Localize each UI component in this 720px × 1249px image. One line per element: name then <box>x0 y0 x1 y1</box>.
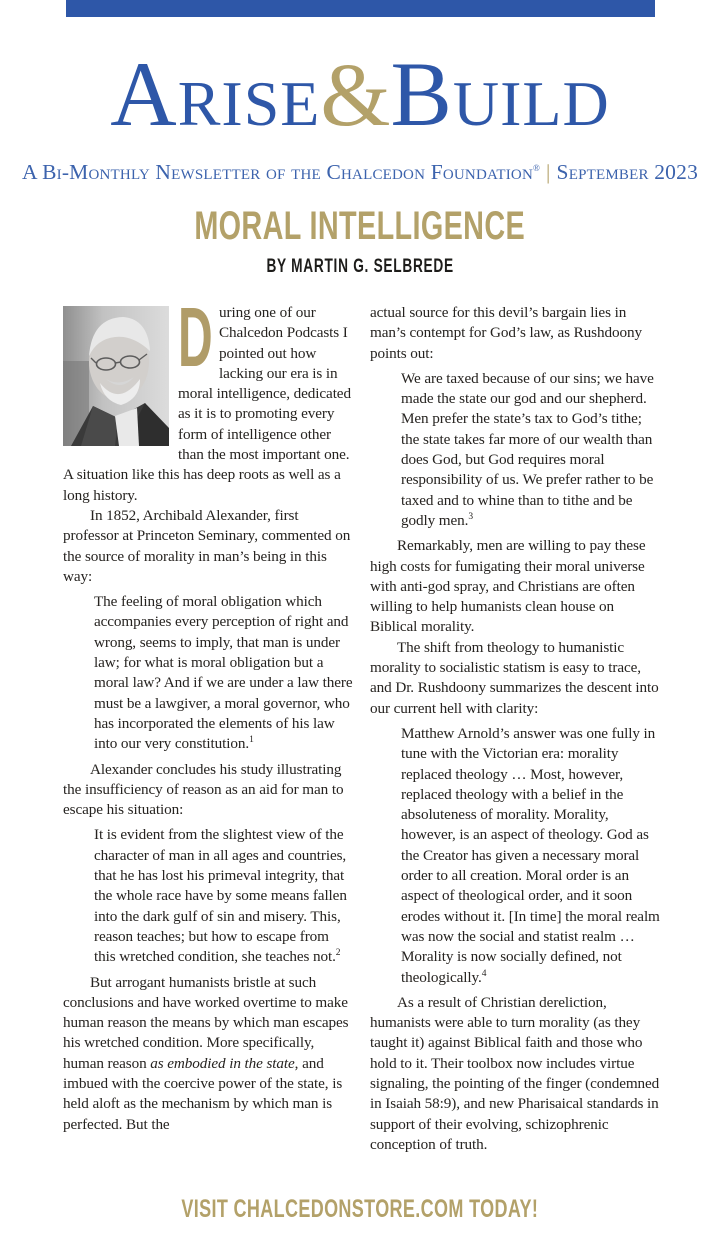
text-run: Remarkably, men are willing to pay these high costs for fumigating their moral universe with anti-god spray, and Christians are often willing to help humanists clean house on Biblical morality. <box>370 537 646 636</box>
text-run: The shift from theology to humanistic morality to socialistic statism is easy to trace, and Dr. Rushdoony summarizes the descent into our current hell with clarity: <box>370 638 659 717</box>
author-photo <box>63 306 169 446</box>
text-run: as embodied in the state <box>150 1054 295 1072</box>
footnote-ref: 3 <box>468 511 473 522</box>
masthead-title <box>0 43 720 145</box>
footnote-ref: 1 <box>249 735 254 746</box>
text-run: The feeling of moral obligation which accompanies every perception of right and wrong, seems to imply, that man is under law; for what is moral obligation but a moral law? And if we are under a law there must be a lawgiver, a moral governor, who has incorporated the elements of his law into our very constitution. <box>94 593 353 753</box>
text-run: Alexander concludes his study illustrating the insufficiency of reason as an aid for man to escape his situation: <box>63 760 344 819</box>
masthead-subtitle <box>0 160 720 186</box>
body-paragraph <box>370 638 661 719</box>
text-run: , and imbued with the coercive power of the state, is held aloft as the mechanism by which man is perfected. But the <box>63 1054 343 1133</box>
masthead-word-build: Build <box>390 43 610 145</box>
footnote-ref: 2 <box>335 948 341 959</box>
top-accent-bar <box>66 0 655 17</box>
body-paragraph <box>370 536 661 637</box>
text-run: It is evident from the slightest view of the character of man in all ages and countries, that he has lost his primeval integrity, that the whole race have by some means fallen into the dark gulf of sin and misery. This, reason teaches; but how to escape from this wretched condition, she teaches not. <box>94 826 347 966</box>
text-run: actual source for this devil’s bargain lies in man’s contempt for God’s law, as Rushdoony points out: <box>370 304 642 362</box>
masthead-ampersand: & <box>320 45 391 145</box>
text-run: Matthew Arnold’s answer was one fully in tune with the Victorian era: morality replaced theology … Most, however, replaced theology with a belief in the absoluteness of morality. Morality, however, is an aspect of theology. God as the Creator has given a necessary moral order to all creation. Moral order is an aspect of theological order, and it soon erodes without it. [In time] the moral realm was now the social and statist realm … Morality is now socially defined, not theologically. <box>401 724 660 986</box>
registered-mark: ® <box>532 162 541 173</box>
author-portrait-graphic <box>63 306 169 446</box>
text-run: But arrogant humanists bristle at such conclusions and have worked overtime to make human reason the means by which man escapes his wretched condition. More specifically, human reason <box>63 973 349 1072</box>
text-run: As a result of Christian dereliction, humanists were able to turn morality (as they taught it) against Biblical faith and those who hold to it. Their toolbox now includes virtue signaling, the pointing of the finger (condemned in Isaiah 58:9), and new Pharisaical standards in support of their evolving, schizophrenic conception of truth. <box>370 993 660 1153</box>
byline-row <box>0 257 720 277</box>
body-paragraph <box>63 973 354 1135</box>
store-link[interactable]: VISIT CHALCEDONSTORE.COM TODAY! <box>181 1195 539 1223</box>
article-body <box>63 290 661 1155</box>
block-quote <box>94 825 354 967</box>
right-column <box>370 303 661 1155</box>
text-run: In 1852, Archibald Alexander, first professor at Princeton Seminary, commented on the source of morality in man’s being in this way: <box>63 506 351 585</box>
text-run: We are taxed because of our sins; we have made the state our god and our shepherd. Men prefer the state’s tax to God’s tithe; the state takes far more of our wealth than does God, but God requires moral responsibility of us. We prefer rather to be taxed and to whine than to tithe and be godly men. <box>401 369 654 529</box>
article-title-row <box>0 206 720 246</box>
left-column <box>63 290 354 1155</box>
body-paragraph <box>370 303 661 364</box>
footer-row <box>0 1196 720 1224</box>
body-paragraph <box>63 506 354 587</box>
subtitle-issue-date: September 2023 <box>556 160 699 184</box>
subtitle-separator: | <box>546 160 551 184</box>
subtitle-text: A Bi-Monthly Newsletter of the Chalcedon Foundation <box>21 160 533 184</box>
block-quote <box>94 592 354 754</box>
article-title: MORAL INTELLIGENCE <box>194 204 526 248</box>
body-paragraph <box>370 993 661 1155</box>
body-paragraph <box>63 760 354 821</box>
block-quote <box>401 724 661 988</box>
article-byline: BY MARTIN G. SELBREDE <box>266 256 454 277</box>
footnote-ref: 4 <box>481 968 487 979</box>
masthead-word-arise: Arise <box>110 43 321 145</box>
block-quote <box>401 369 661 531</box>
text-run: uring one of our Chalcedon Podcasts I pointed out how lacking our era is in moral intelligence, dedicated as it is to promoting every form of intelligence other than the most important one. A situation like this has deep roots as well as a long history. <box>63 304 351 504</box>
drop-cap: D <box>178 290 213 384</box>
